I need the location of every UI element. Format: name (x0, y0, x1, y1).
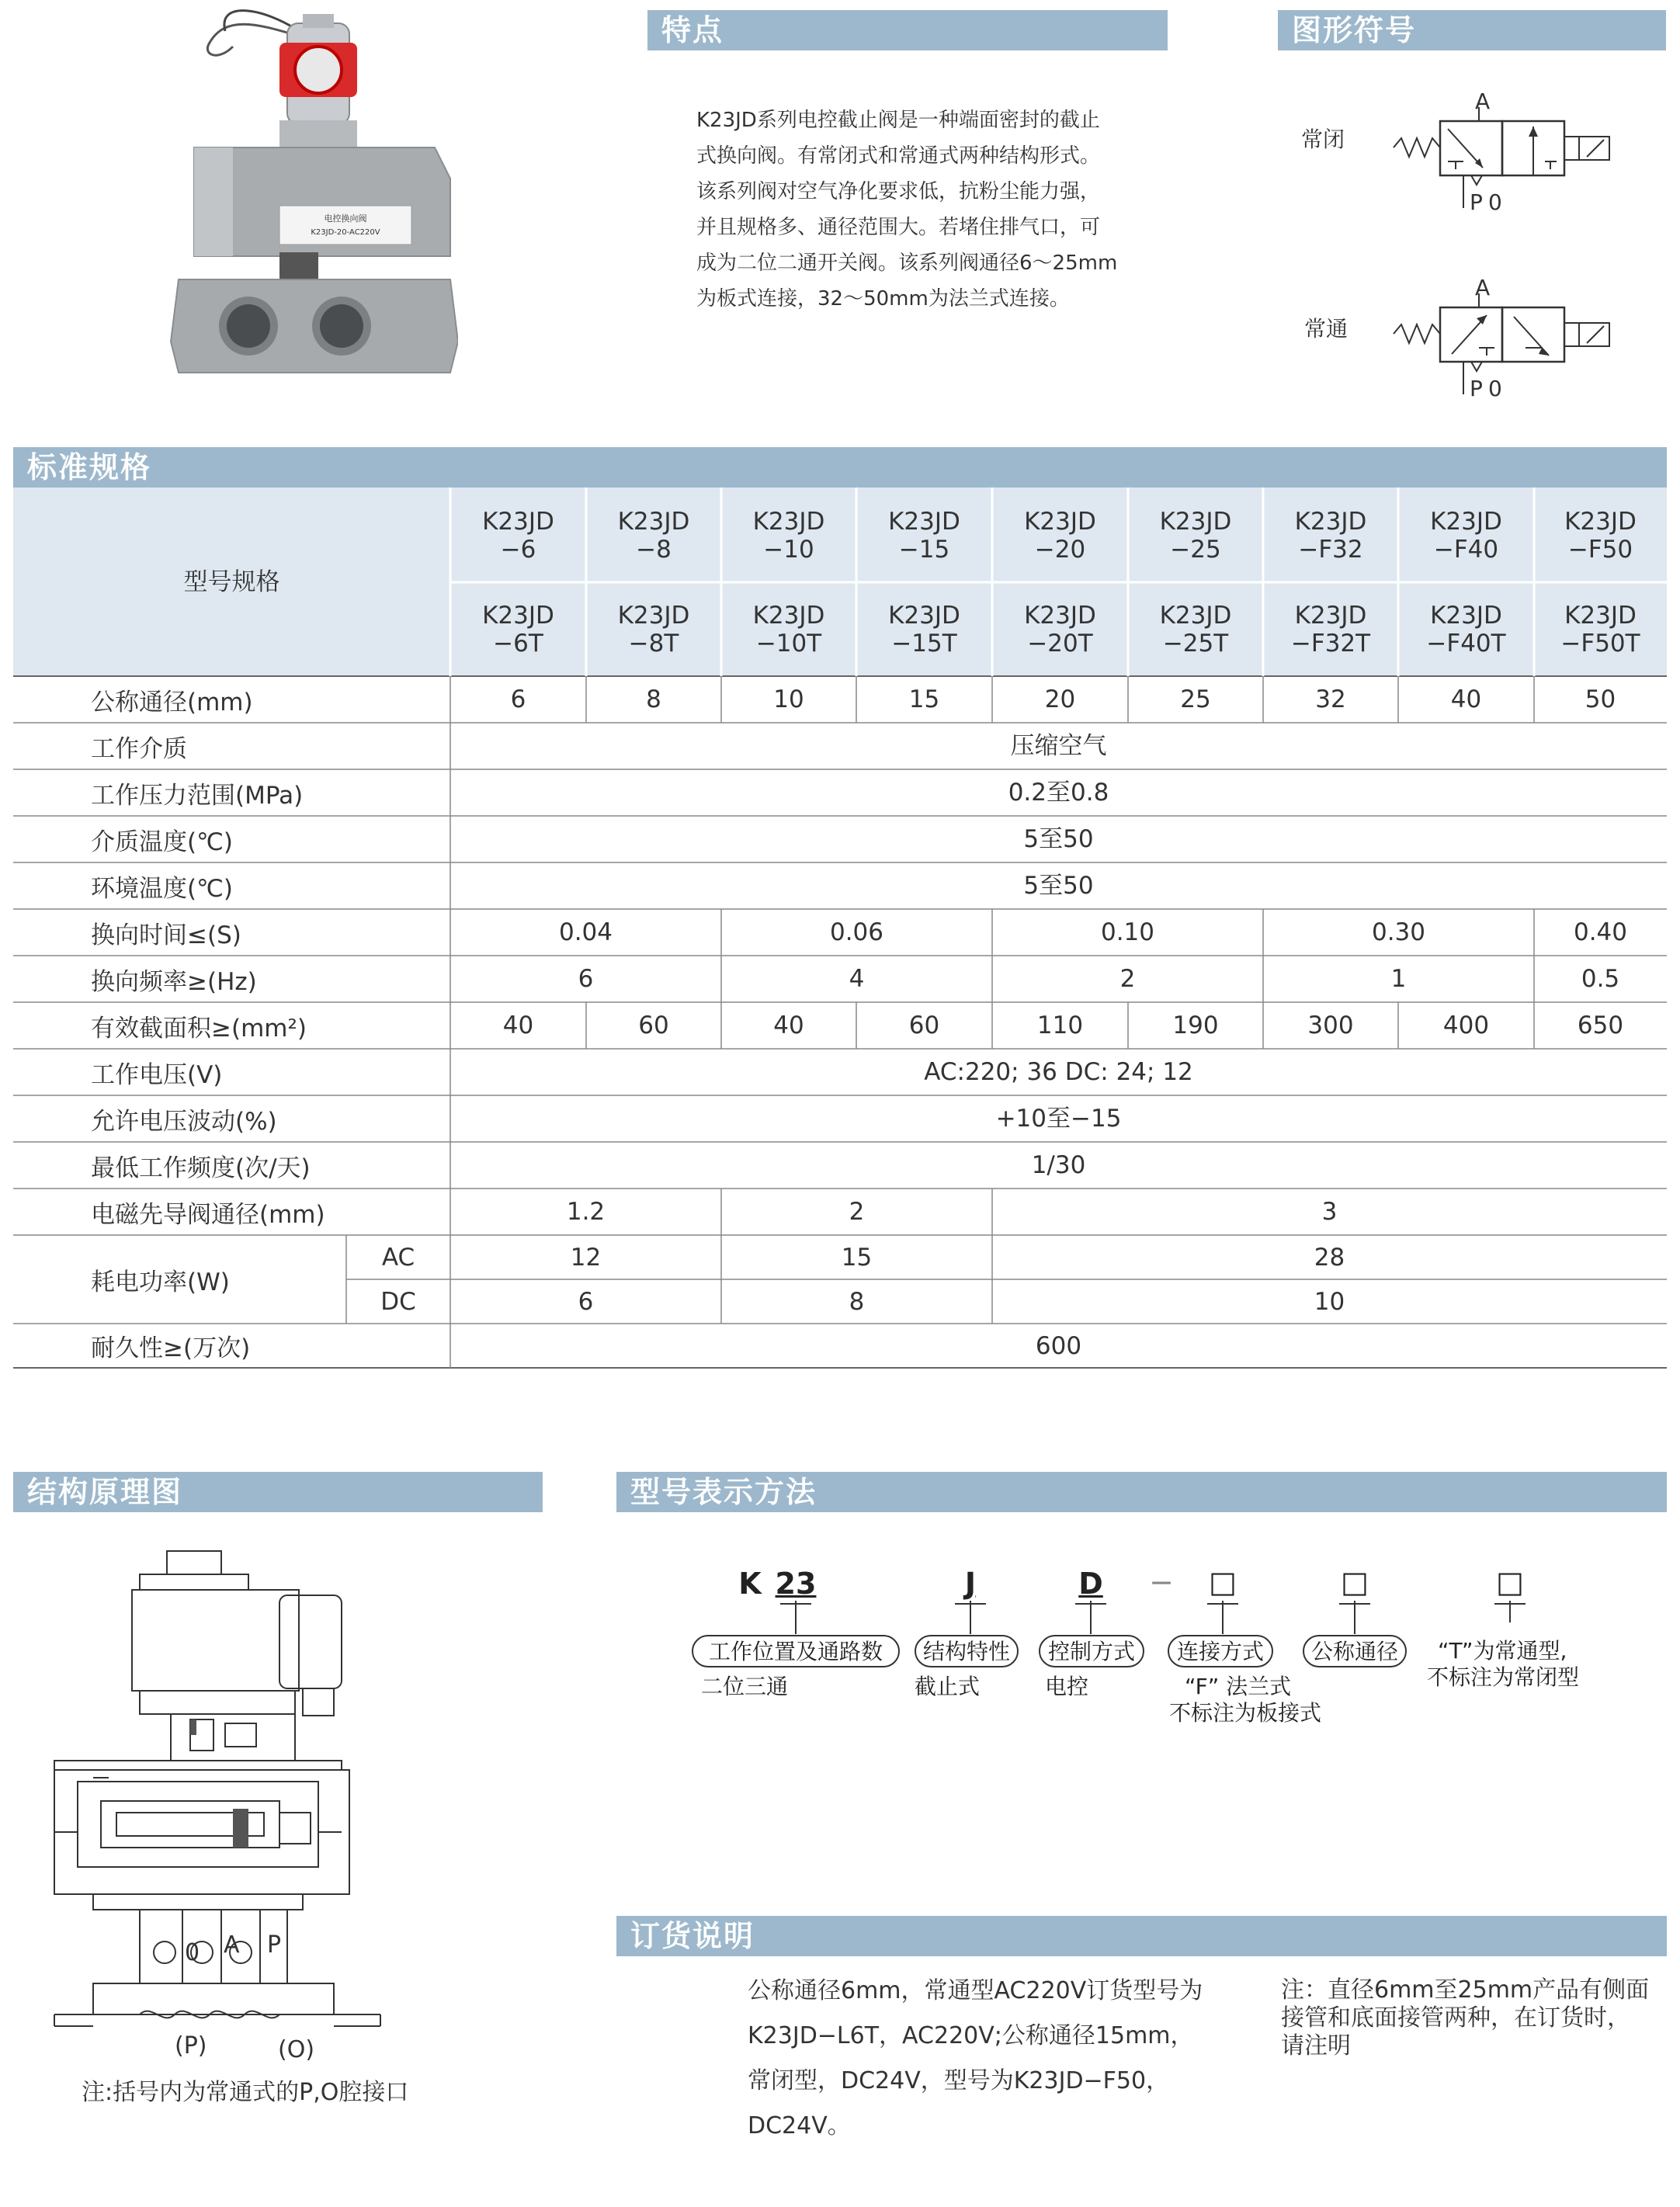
row-label-bore: 公称通径(mm) (91, 688, 253, 717)
bore-cell: 25 (1180, 685, 1211, 713)
row-label-pilot-bore: 电磁先导阀通径(mm) (91, 1200, 325, 1229)
model-header-cell: K23JD −10T (752, 602, 825, 658)
code-23: 23 (775, 1567, 817, 1601)
frequency-cell: 4 (849, 965, 865, 993)
area-cell: 650 (1577, 1012, 1624, 1039)
structure-port-o: 0 (185, 1939, 200, 1966)
bore-cell: 50 (1585, 685, 1616, 713)
medium-temp-value: 5至50 (1023, 825, 1094, 853)
area-cell: 400 (1442, 1012, 1490, 1039)
order-line: 公称通径6mm，常通型AC220V订货型号为 (748, 1977, 1203, 2004)
model-title: 型号表示方法 (630, 1475, 817, 1509)
bore-cell: 8 (646, 685, 661, 713)
port-a-label: A (1475, 92, 1491, 114)
frequency-cell: 1 (1390, 965, 1407, 993)
feature-line: 该系列阀对空气净化要求低，抗粉尘能力强， (696, 180, 1101, 203)
model-header-cell: K23JD −F50 (1564, 508, 1637, 564)
code-desc-position: 二位三通 (701, 1674, 789, 1699)
pressure-value: 0.2至0.8 (1008, 779, 1109, 807)
code-desc-connection-b: 不标注为板接式 (1169, 1700, 1322, 1726)
order-note-line: 接管和底面接管两种，在订货时， (1281, 2004, 1630, 2032)
row-label-durability: 耐久性≥(万次) (91, 1334, 251, 1362)
structure-title: 结构原理图 (27, 1475, 183, 1509)
feature-line: K23JD系列电控截止阀是一种端面密封的截止 (696, 109, 1100, 132)
model-header-cell: K23JD −25T (1159, 602, 1232, 658)
model-header-cell: K23JD −10 (752, 508, 825, 564)
model-header-cell: K23JD −15T (888, 602, 960, 658)
order-line: K23JD−L6T，AC220V;公称通径15mm， (748, 2022, 1194, 2049)
port-a-label: A (1475, 278, 1491, 300)
port-p-label: P (1470, 189, 1483, 215)
min-freq-value: 1/30 (1031, 1151, 1086, 1179)
feature-line: 并且规格多、通径范围大。若堵住排气口，可 (696, 216, 1101, 239)
row-label-power: 耗电功率(W) (91, 1268, 230, 1296)
model-header-cell: K23JD −F40T (1426, 602, 1506, 658)
code-box-bore: □ (1341, 1565, 1369, 1599)
spec-title: 标准规格 (27, 450, 152, 484)
code-pill-structure: 结构特性 (915, 1635, 1019, 1667)
normally-closed-label: 常闭 (1301, 127, 1345, 152)
area-cell: 40 (773, 1012, 804, 1039)
area-cell: 110 (1036, 1012, 1084, 1039)
bore-cell: 40 (1450, 685, 1482, 713)
row-label-dc: DC (380, 1287, 416, 1316)
area-cell: 60 (908, 1012, 940, 1039)
model-header-cell: K23JD −8 (617, 508, 690, 564)
model-header-cell: K23JD −F32T (1290, 602, 1371, 658)
bore-cell: 10 (773, 685, 804, 713)
feature-line: 为板式连接，32～50mm为法兰式连接。 (696, 287, 1070, 311)
structure-port-p: P (267, 1931, 282, 1959)
spec-header-label: 型号规格 (183, 567, 280, 596)
model-header-cell: K23JD −6T (482, 602, 554, 658)
port-p-label: P (1470, 376, 1483, 401)
code-pill-position: 工作位置及通路数 (692, 1635, 900, 1667)
switch-time-cell: 0.04 (558, 918, 613, 946)
switch-time-cell: 0.40 (1573, 918, 1628, 946)
area-cell: 190 (1172, 1012, 1219, 1039)
power-dc-cell: 6 (578, 1287, 594, 1316)
power-ac-cell: 12 (570, 1243, 602, 1272)
area-cell: 60 (638, 1012, 669, 1039)
structure-note: 注:括号内为常通式的P,O腔接口 (82, 2079, 409, 2106)
code-dash: − (1149, 1565, 1174, 1599)
order-line: DC24V。 (748, 2112, 851, 2139)
row-label-medium-temp: 介质温度(℃) (91, 828, 234, 856)
row-label-ac: AC (381, 1243, 415, 1272)
code-pill-control: 控制方式 (1039, 1635, 1144, 1667)
feature-line: 式换向阀。有常闭式和常通式两种结构形式。 (696, 144, 1101, 168)
code-k: K (738, 1567, 762, 1601)
model-header-cell: K23JD −6 (482, 508, 554, 564)
features-title: 特点 (661, 13, 724, 47)
row-label-min-freq: 最低工作频度(次/天) (91, 1154, 311, 1182)
port-o-label: 0 (1488, 189, 1502, 215)
row-label-medium: 工作介质 (91, 734, 187, 763)
row-label-area: 有效截面积≥(mm²) (91, 1014, 307, 1043)
feature-line: 成为二位二通开关阀。该系列阀通径6～25mm (696, 252, 1118, 275)
bore-cell: 32 (1315, 685, 1346, 713)
switch-time-cell: 0.06 (829, 918, 884, 946)
row-label-ambient-temp: 环境温度(℃) (91, 874, 234, 903)
medium-value: 压缩空气 (1010, 732, 1107, 760)
model-header-cell: K23JD −8T (617, 602, 690, 658)
power-dc-cell: 8 (849, 1287, 865, 1316)
power-dc-cell: 10 (1314, 1287, 1345, 1316)
symbol-title: 图形符号 (1292, 13, 1417, 47)
power-ac-cell: 15 (841, 1243, 873, 1272)
code-pill-connection: 连接方式 (1168, 1635, 1273, 1667)
frequency-cell: 2 (1119, 965, 1136, 993)
frequency-cell: 0.5 (1581, 965, 1620, 993)
pilot-bore-cell: 1.2 (566, 1198, 606, 1226)
model-header-cell: K23JD −F32 (1294, 508, 1367, 564)
code-box-type: □ (1496, 1565, 1524, 1599)
fluctuation-value: +10至−15 (995, 1105, 1122, 1133)
code-desc-type-b: 不标注为常闭型 (1427, 1664, 1580, 1690)
code-desc-control: 电控 (1045, 1674, 1089, 1699)
code-desc-connection-a: “F” 法兰式 (1185, 1674, 1292, 1699)
order-note-line: 注：直径6mm至25mm产品有侧面 (1281, 1976, 1650, 2004)
model-header-cell: K23JD −15 (888, 508, 960, 564)
order-header-bar (616, 1916, 1667, 1956)
model-header-cell: K23JD −F40 (1430, 508, 1502, 564)
switch-time-cell: 0.10 (1100, 918, 1155, 946)
code-pill-bore: 公称通径 (1303, 1635, 1407, 1667)
nameplate-line1: 电控换向阀 (324, 213, 367, 224)
model-header-cell: K23JD −F50T (1560, 602, 1640, 658)
row-label-frequency: 换向频率≥(Hz) (91, 967, 257, 996)
power-ac-cell: 28 (1314, 1243, 1345, 1272)
code-desc-type-a: “T”为常通型, (1438, 1638, 1567, 1664)
code-d: D (1078, 1567, 1103, 1601)
structure-bottom-o: (O) (278, 2036, 315, 2063)
switch-time-cell: 0.30 (1371, 918, 1426, 946)
order-title: 订货说明 (630, 1919, 755, 1953)
voltage-value: AC:220; 36 DC: 24; 12 (924, 1058, 1193, 1086)
order-line: 常闭型，DC24V，型号为K23JD−F50， (748, 2067, 1170, 2094)
code-desc-structure: 截止式 (915, 1674, 981, 1699)
row-label-fluctuation: 允许电压波动(%) (91, 1107, 277, 1136)
port-o-label: 0 (1488, 376, 1502, 401)
structure-port-a: A (224, 1931, 240, 1959)
area-cell: 40 (502, 1012, 534, 1039)
normally-open-label: 常通 (1304, 316, 1349, 342)
row-label-switch-time: 换向时间≤(S) (91, 921, 241, 949)
order-text (748, 1969, 1203, 2149)
model-header-cell: K23JD −20T (1024, 602, 1096, 658)
pilot-bore-cell: 3 (1321, 1198, 1338, 1226)
bore-cell: 6 (510, 685, 526, 713)
bore-cell: 15 (908, 685, 940, 713)
durability-value: 600 (1035, 1331, 1082, 1360)
model-header-cell: K23JD −20 (1024, 508, 1096, 564)
model-header-cell: K23JD −25 (1159, 508, 1232, 564)
order-note-line: 请注明 (1281, 2032, 1351, 2060)
code-box-connection: □ (1209, 1565, 1237, 1599)
code-j: J (964, 1567, 977, 1601)
frequency-cell: 6 (578, 965, 594, 993)
area-cell: 300 (1307, 1012, 1354, 1039)
pilot-bore-cell: 2 (849, 1198, 865, 1226)
row-label-pressure: 工作压力范围(MPa) (91, 781, 304, 810)
bore-cell: 20 (1044, 685, 1076, 713)
structure-bottom-p: (P) (175, 2032, 207, 2060)
row-label-voltage: 工作电压(V) (91, 1060, 223, 1089)
order-note (1281, 1976, 1649, 2060)
nameplate-line2: K23JD-20-AC220V (311, 228, 380, 237)
ambient-temp-value: 5至50 (1023, 872, 1094, 900)
